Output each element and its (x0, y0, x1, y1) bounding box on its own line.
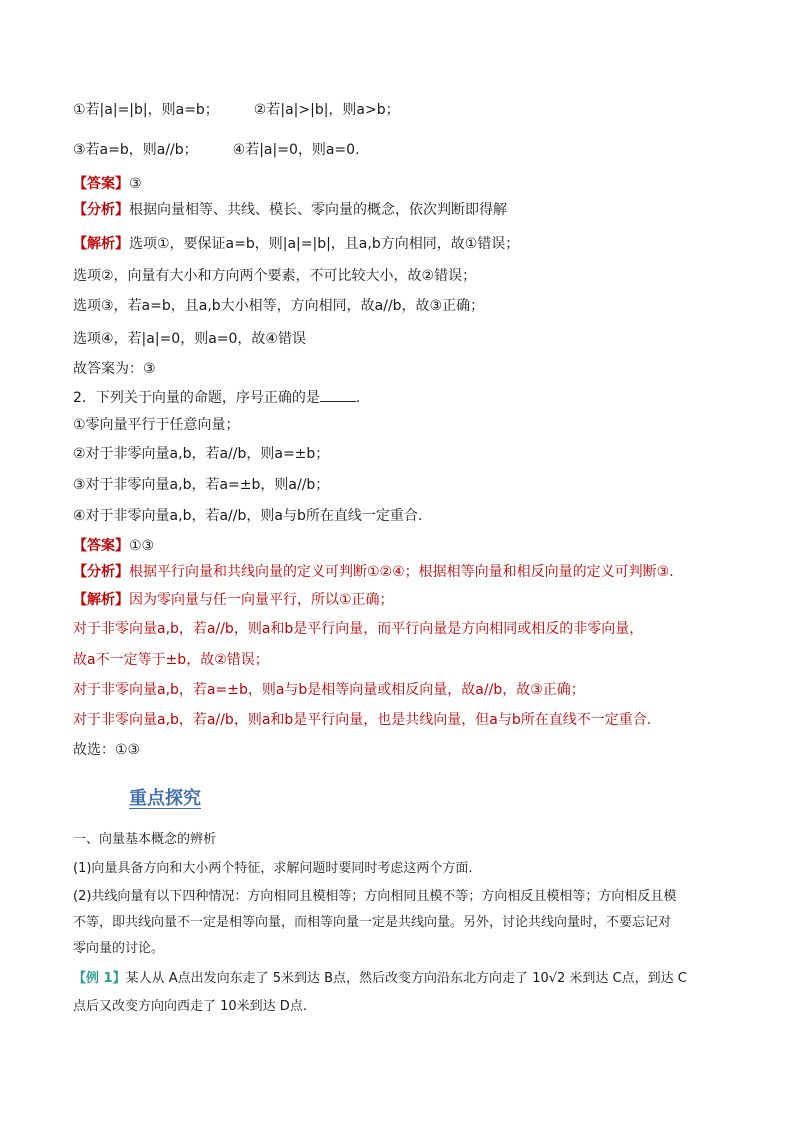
q2-final: 故选：①③ (73, 742, 141, 758)
answer-blank (320, 387, 356, 402)
q2-stem: 2．下列关于向量的命题，序号正确的是 (73, 390, 320, 406)
q2-solution-line (73, 590, 394, 610)
q1-analysis-line (73, 200, 507, 220)
q2-stem-line (73, 387, 360, 408)
solution-tag: 【解析】 (73, 592, 129, 608)
section-title: 一、向量基本概念的辨析 (73, 832, 217, 847)
analysis-tag: 【分析】 (73, 202, 129, 218)
concept-paragraph-2b: 不等，即共线向量不一定是相等向量，而相等向量一定是共线向量。另外，讨论共线向量时，不要忘记对 (73, 915, 672, 930)
q2-solution-3: 故a不一定等于±b，故②错误； (73, 652, 269, 668)
solution-tag: 【解析】 (73, 236, 129, 252)
q2-option-3: ③对于非零向量a,b，若a=±b，则a//b； (73, 477, 330, 493)
concept-paragraph-2c: 零向量的讨论。 (73, 941, 165, 956)
example-tag: 【例 1】 (73, 971, 126, 986)
q2-analysis-line (73, 562, 674, 582)
example-1-line-2: 点后又改变方向向西走了 10米到达 D点. (73, 999, 307, 1014)
section-heading: 重点探究 (129, 788, 201, 809)
answer-text: ①③ (129, 538, 155, 554)
answer-tag: 【答案】 (73, 176, 129, 192)
q1-solution-2: 选项②，向量有大小和方向两个要素，不可比较大小，故②错误； (73, 268, 477, 284)
q1-options-1: ①若|a|=|b|，则a=b； ②若|a|>|b|，则a>b； (73, 102, 400, 118)
q2-answer-line (73, 536, 154, 556)
q1-options-2: ③若a=b，则a//b； ④若|a|=0，则a=0. (73, 142, 360, 158)
q2-solution-4: 对于非零向量a,b，若a=±b，则a与b是相等向量或相反向量，故a//b，故③正确； (73, 682, 585, 698)
q1-final: 故答案为：③ (73, 361, 156, 377)
q1-solution-4: 选项④，若|a|=0，则a=0，故④错误 (73, 331, 306, 347)
q2-option-4: ④对于非零向量a,b，若a//b，则a与b所在直线一定重合. (73, 508, 423, 524)
analysis-text: 根据向量相等、共线、模长、零向量的概念，依次判断即得解 (129, 202, 507, 218)
q1-solution-3: 选项③，若a=b，且a,b大小相等，方向相同，故a//b，故③正确； (73, 298, 485, 314)
example-text-a: 某人从 A点出发向东走了 5米到达 B点，然后改变方向沿东北方向走了 10√2 米到达 C点，到达 C (125, 971, 687, 986)
q1-solution-line (73, 234, 519, 254)
stem-period: . (355, 390, 361, 406)
q2-option-2: ②对于非零向量a,b，若a//b，则a=±b； (73, 446, 330, 462)
q1-answer-line (73, 174, 142, 194)
analysis-tag: 【分析】 (73, 564, 129, 580)
concept-paragraph-1: (1)向量具备方向和大小两个特征，求解问题时要同时考虑这两个方面. (73, 861, 473, 876)
solution-text: 选项①，要保证a=b，则|a|=|b|，且a,b方向相同，故①错误； (129, 236, 520, 252)
q2-solution-5: 对于非零向量a,b，若a//b，则a和b是平行向量，也是共线向量，但a与b所在直线不一定重合. (73, 712, 652, 728)
solution-text: 因为零向量与任一向量平行，所以①正确； (129, 592, 394, 608)
concept-paragraph-2a: (2)共线向量有以下四种情况：方向相同且模相等；方向相同且模不等；方向相反且模相等；方向相反且模 (73, 889, 677, 904)
example-1-line (73, 969, 687, 989)
analysis-text: 根据平行向量和共线向量的定义可判断①②④；根据相等向量和相反向量的定义可判断③. (129, 564, 674, 580)
answer-tag: 【答案】 (73, 538, 129, 554)
answer-text: ③ (129, 176, 142, 192)
q2-solution-2: 对于非零向量a,b，若a//b，则a和b是平行向量，而平行向量是方向相同或相反的非零向量， (73, 621, 644, 637)
q2-option-1: ①零向量平行于任意向量； (73, 417, 240, 433)
